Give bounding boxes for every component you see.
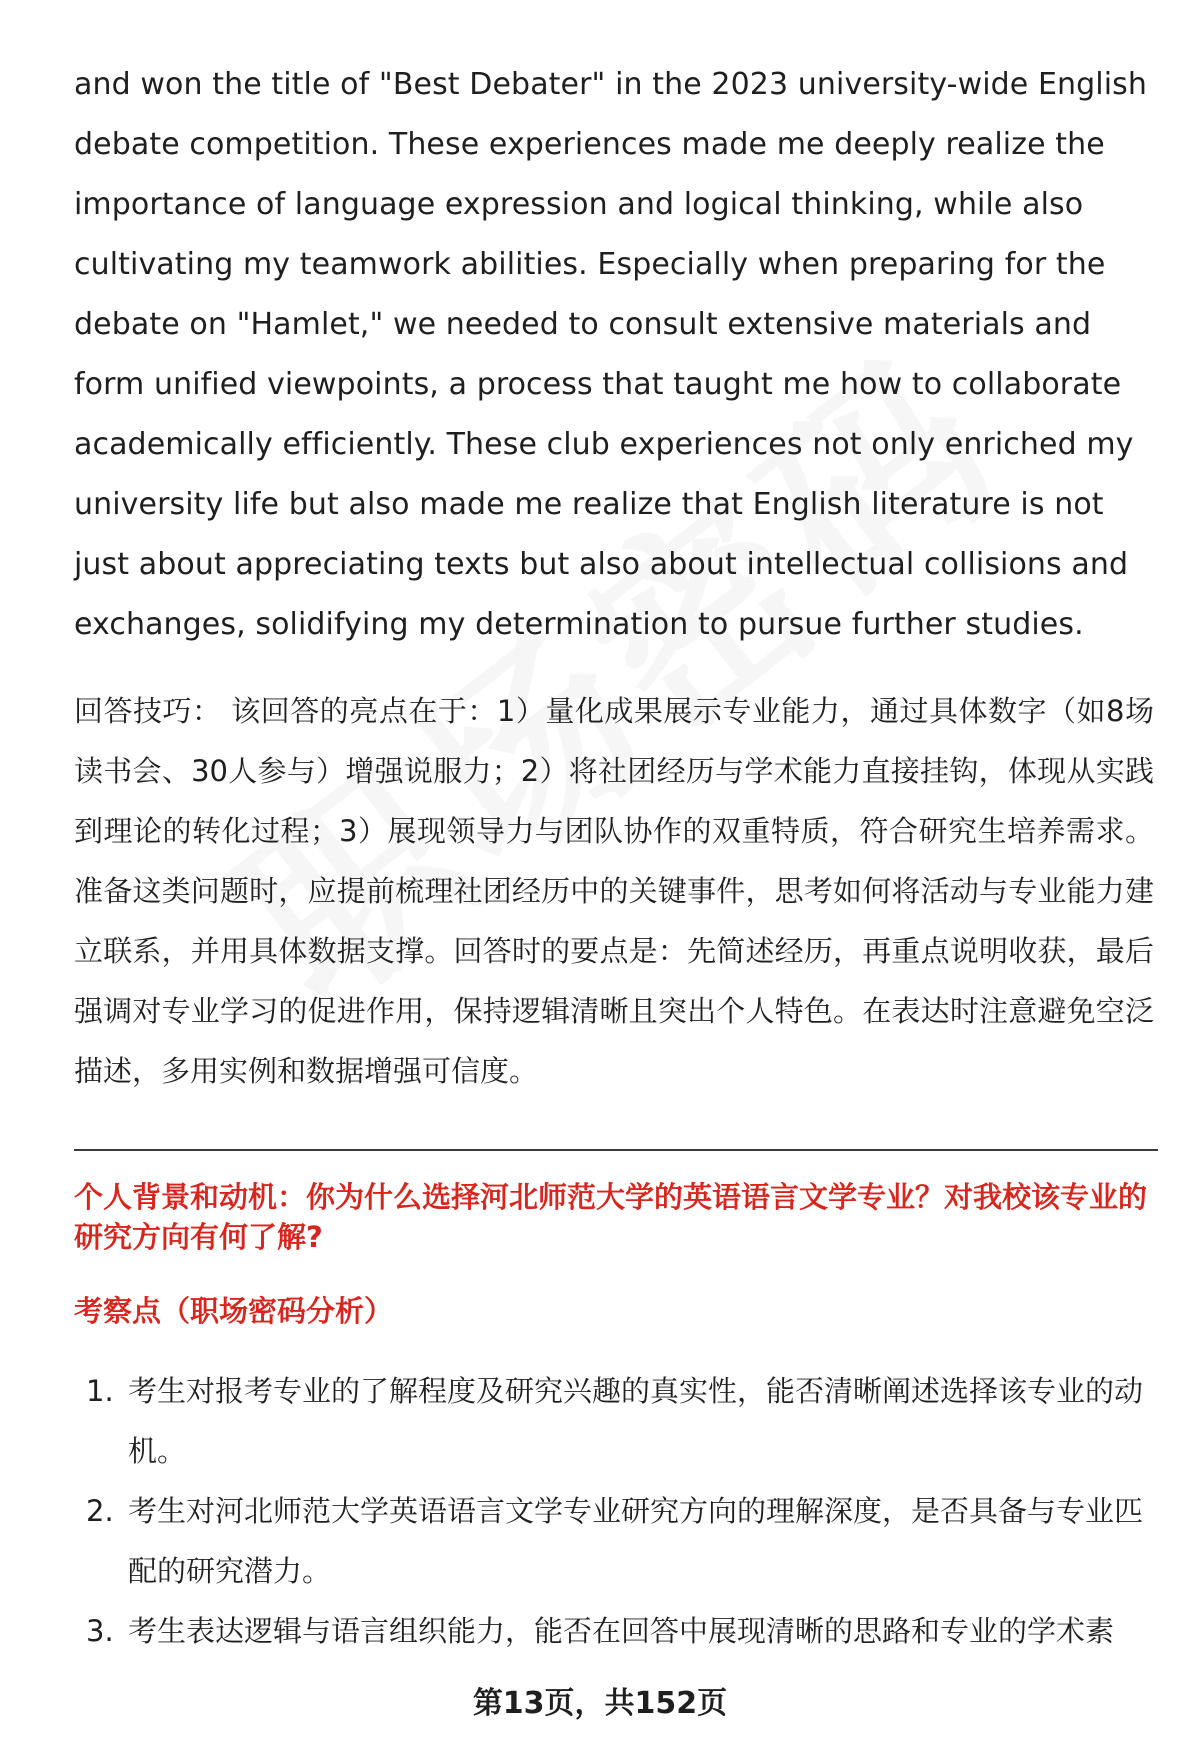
list-item-text: 考生表达逻辑与语言组织能力，能否在回答中展现清晰的思路和专业的学术素 (128, 1614, 1115, 1648)
section-divider (74, 1149, 1158, 1151)
list-item-text: 考生对报考专业的了解程度及研究兴趣的真实性，能否清晰阐述选择该专业的动机。 (128, 1374, 1144, 1468)
assessment-points-heading: 考察点（职场密码分析） (74, 1294, 394, 1328)
list-item-number: 2. (86, 1494, 114, 1528)
list-item (74, 1361, 1154, 1481)
list-item (74, 1481, 1154, 1601)
answer-paragraph: and won the title of "Best Debater" in the 2023 university-wide English debate competition. These experiences made me deeply realize the importance of language expression and logical thinking, while also cultivating my teamwork abilities. Especially when preparing for the debate on "Hamlet," we needed to consult extensive materials and form unified viewpoints, a process that taught me how to collaborate academically efficiently. These club experiences not only enriched my university life but also made me realize that English literature is not just about appreciating texts but also about intellectual collisions and exchanges, solidifying my determination to pursue further studies. (74, 67, 1148, 642)
answer-tips-paragraph: 回答技巧： 该回答的亮点在于：1）量化成果展示专业能力，通过具体数字（如8场读书会、30人参与）增强说服力；2）将社团经历与学术能力直接挂钩，体现从实践到理论的转化过程；3）展现领导力与团队协作的双重特质，符合研究生培养需求。准备这类问题时，应提前梳理社团经历中的关键事件，思考如何将活动与专业能力建立联系，并用具体数据支撑。回答时的要点是：先简述经历，再重点说明收获，最后强调对专业学习的促进作用，保持逻辑清晰且突出个人特色。在表达时注意避免空泛描述，多用实例和数据增强可信度。 (74, 694, 1154, 1088)
assessment-points-list (74, 1361, 1154, 1661)
page-content (74, 55, 1154, 1661)
list-item (74, 1601, 1154, 1661)
list-item-number: 3. (86, 1614, 114, 1648)
list-item-number: 1. (86, 1374, 114, 1408)
question-heading: 个人背景和动机：你为什么选择河北师范大学的英语语言文学专业？对我校该专业的研究方向有何了解? (74, 1180, 1148, 1254)
list-item-text: 考生对河北师范大学英语语言文学专业研究方向的理解深度，是否具备与专业匹配的研究潜力。 (128, 1494, 1144, 1588)
page-number-footer: 第13页，共152页 (472, 1686, 728, 1721)
